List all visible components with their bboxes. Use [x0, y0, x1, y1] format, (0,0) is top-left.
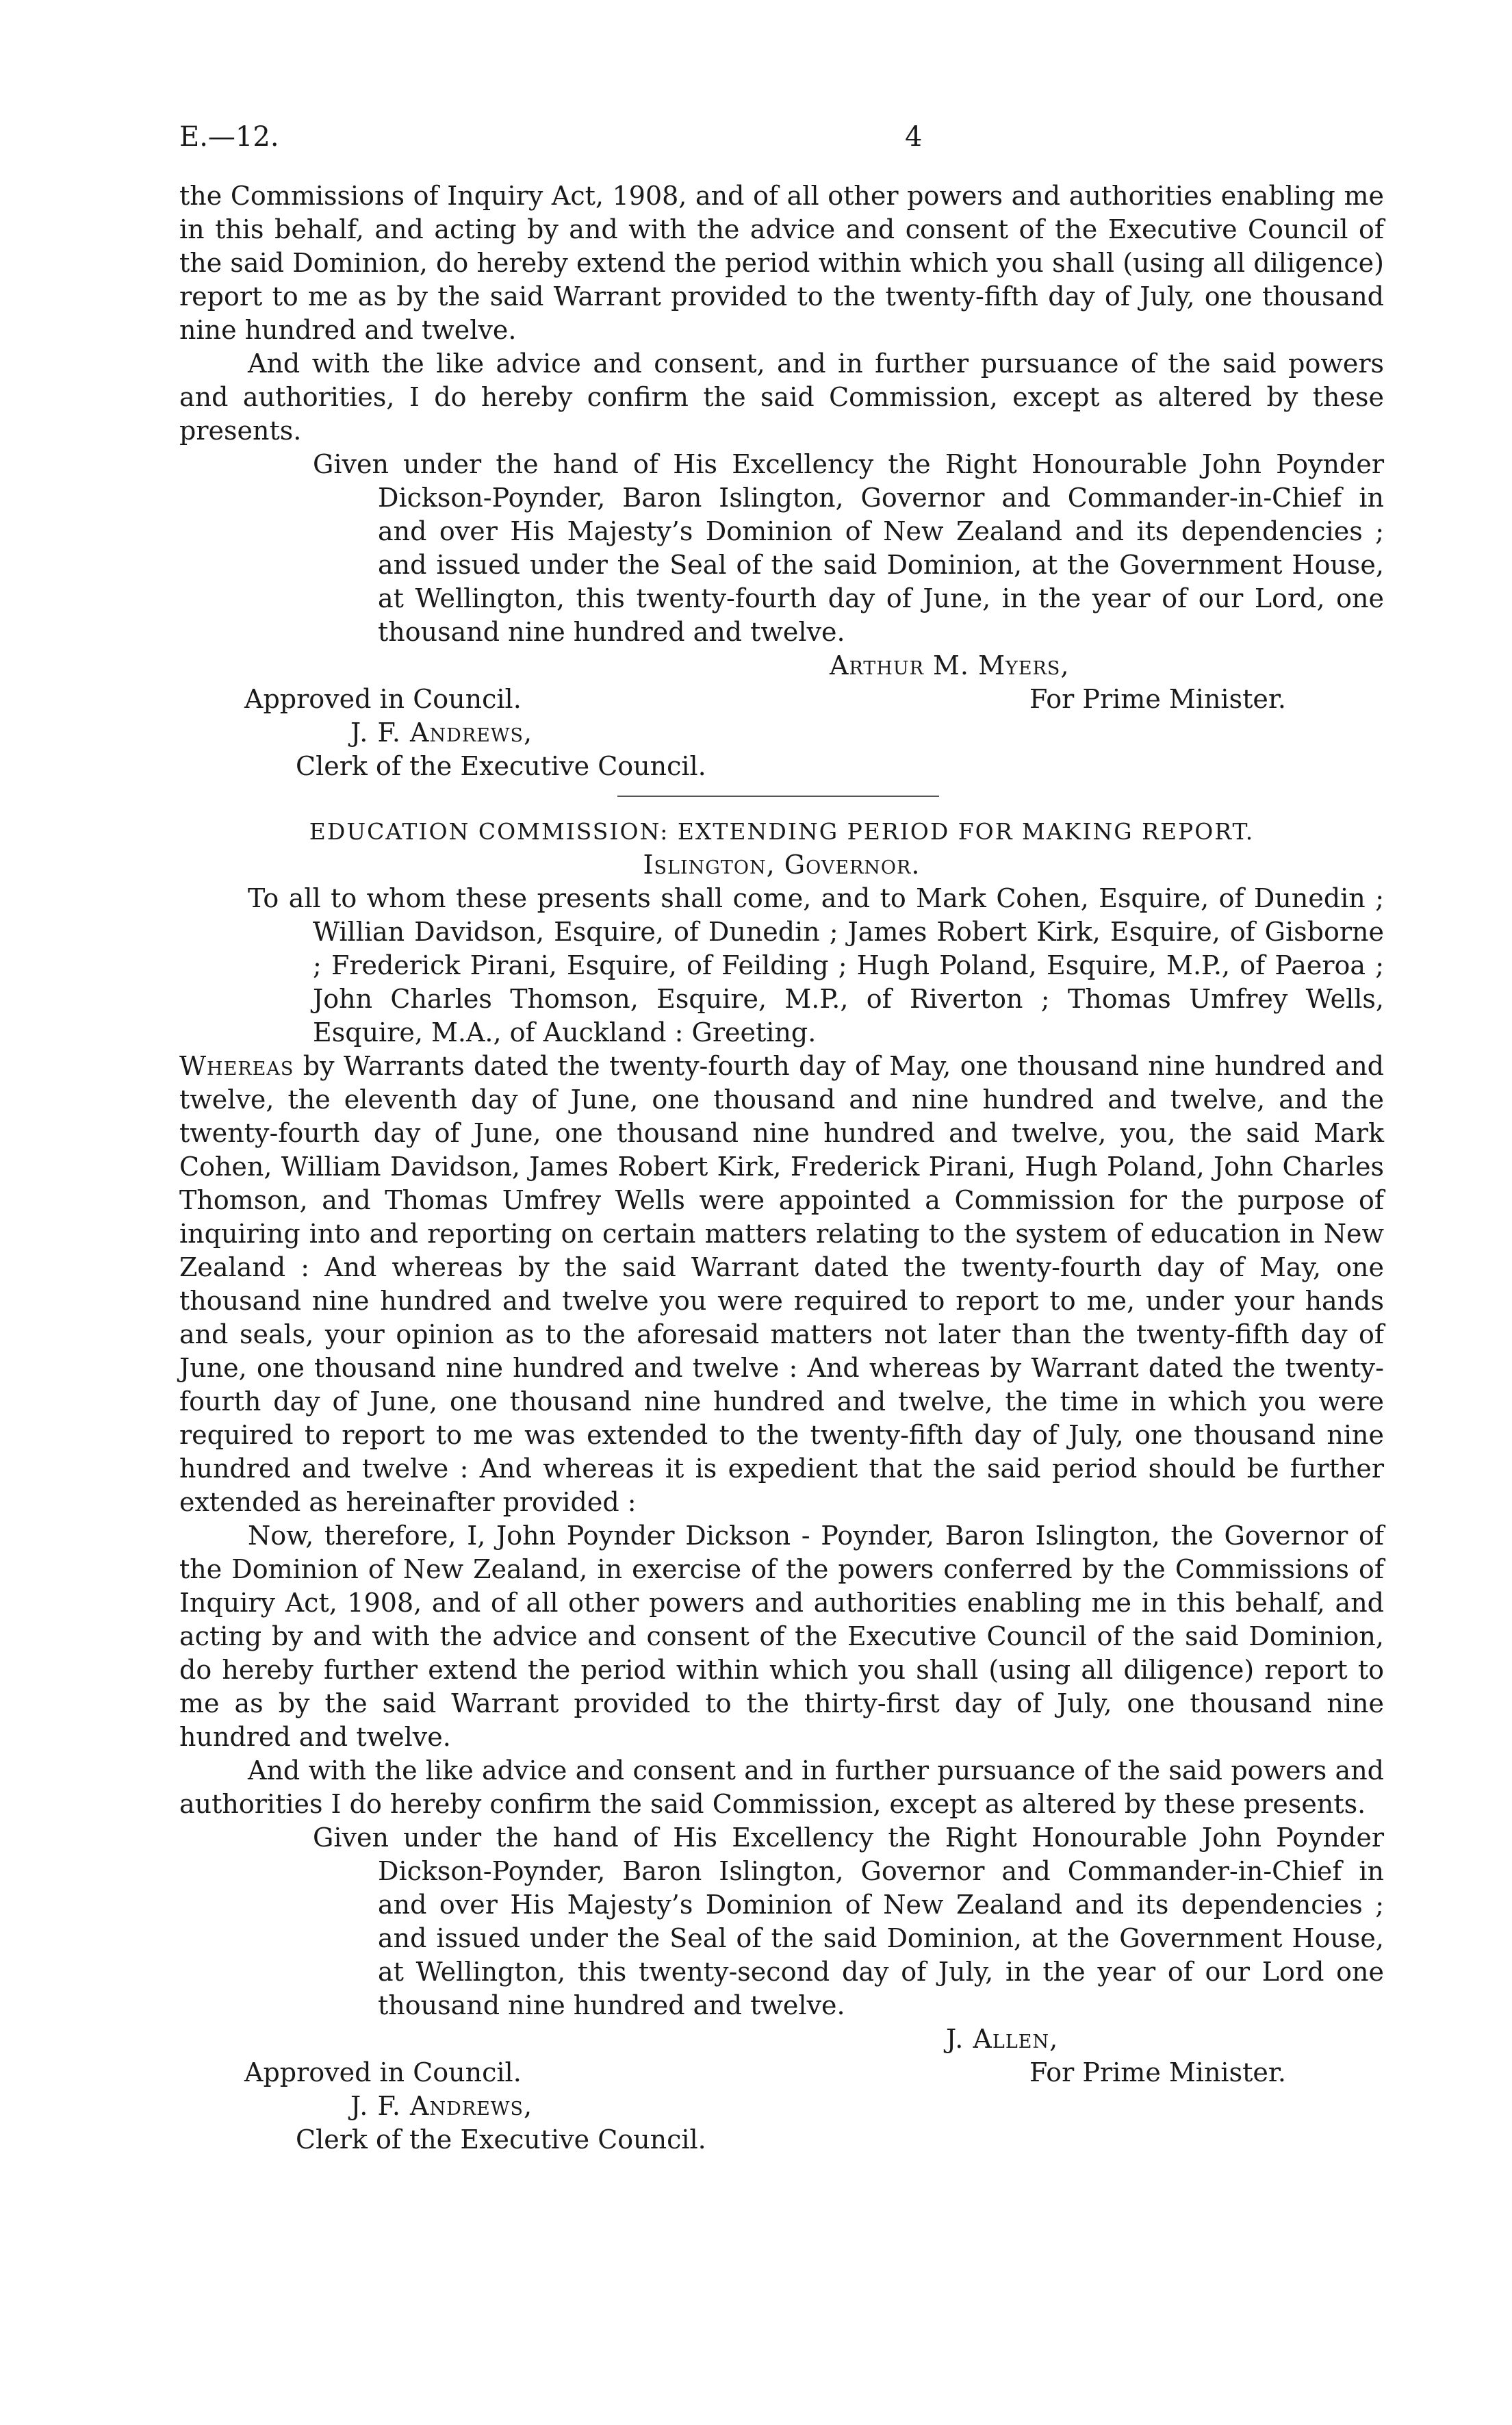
paper-reference: E.—12. [179, 121, 279, 153]
approval-row-2 [179, 2056, 1384, 2090]
given-under-hand-2: Given under the hand of His Excellency the Right Honourable John Poynder Dickson-Poynder, Baron Islington, Governor and Commander-in-Chief in and over His Majesty’s Dominion of New Zealand and its dependencies ; and issued under the Seal of the said Dominion, at the Government House, at Wellington, this twenty-second day of July, in the year of our Lord one thousand nine hundred and twelve. [313, 1823, 1384, 2020]
address-paragraph: To all to whom these presents shall come, and to Mark Cohen, Esquire, of Dunedin ; Willian Davidson, Esquire, of Dunedin ; James Robert Kirk, Esquire, of Gisborne ; Frederick Pirani, Esquire, of Feilding ; Hugh Poland, Esquire, M.P., of Paeroa ; John Charles Thomson, Esquire, M.P., of Riverton ; Thomas Umfrey Wells, Esquire, M.A., of Auckland : Greeting. [248, 883, 1384, 1048]
approved-in-council-1: Approved in Council. [244, 684, 522, 714]
whereas-text: by Warrants dated the twenty-fourth day of May, one thousand nine hundred and twelve, the eleventh day of June, one thousand and nine hundred and twelve, and the twenty-fourth day of June, one thousand nine hundred and twelve, you, the said Mark Cohen, William Davidson, James Robert Kirk, Frederick Pirani, Hugh Poland, John Charles Thomson, and Thomas Umfrey Wells were appointed a Commission for the purpose of inquiring into and reporting on certain matters relating to the system of education in New Zealand : And whereas by the said Warrant dated the twenty-fourth day of May, one thousand nine hundred and twelve you were required to report to me, under your hands and seals, your opinion as to the aforesaid matters not later than the twenty-fifth day of June, one thousand nine hundred and twelve : And whereas by Warrant dated the twenty-fourth day of June, one thousand nine hundred and twelve, the time in which you were required to report to me was extended to the twenty-fifth day of July, one thousand nine hundred and twelve : And whereas it is expedient that the said period should be further extended as hereinafter provided : [179, 1051, 1384, 1517]
section-heading: EDUCATION COMMISSION: EXTENDING PERIOD FOR MAKING REPORT. [309, 818, 1255, 845]
signature-row-2 [179, 2022, 1384, 2056]
given-under-hand-1: Given under the hand of His Excellency the Right Honourable John Poynder Dickson-Poynder, Baron Islington, Governor and Commander-in-Chief in and over His Majesty’s Dominion of New Zealand and its dependencies ; and issued under the Seal of the said Dominion, at the Government House, at Wellington, this twenty-fourth day of June, in the year of our Lord, one thousand nine hundred and twelve. [313, 449, 1384, 647]
signatory-allen: J. Allen, [946, 2024, 1059, 2054]
signature-row-1 [179, 649, 1384, 683]
clerk-name-1: J. F. Andrews, [350, 718, 533, 748]
whereas-paragraph [179, 1050, 1384, 1519]
approved-in-council-2: Approved in Council. [244, 2057, 522, 2087]
governor-line: Islington, Governor. [643, 850, 921, 880]
clerk-title-1: Clerk of the Executive Council. [296, 751, 706, 781]
clerk-name-2: J. F. Andrews, [350, 2091, 533, 2121]
signatory-myers: Arthur M. Myers, [830, 650, 1070, 681]
now-therefore-paragraph: Now, therefore, I, John Poynder Dickson - Poynder, Baron Islington, the Governor of the Dominion of New Zealand, in exercise of the powers conferred by the Commissions of Inquiry Act, 1908, and of all other powers and authorities enabling me in this behalf, and acting by and with the advice and consent of the Executive Council of the said Dominion, do hereby further extend the period within which you shall (using all diligence) report to me as by the said Warrant provided to the thirty-first day of July, one thousand nine hundred and twelve. [179, 1521, 1384, 1752]
confirm-paragraph-1: And with the like advice and consent, and in further pursuance of the said powers and authorities, I do hereby confirm the said Commission, except as altered by these presents. [179, 348, 1384, 446]
for-prime-minister-2: For Prime Minister. [1029, 2057, 1286, 2087]
whereas-word: Whereas [179, 1051, 294, 1081]
clerk-title-2: Clerk of the Executive Council. [296, 2124, 706, 2155]
page-header [179, 116, 1384, 157]
continuation-paragraph: the Commissions of Inquiry Act, 1908, and of all other powers and authorities enabling me in this behalf, and acting by and with the advice and consent of the Executive Council of the said Dominion, do hereby extend the period within which you shall (using all diligence) report to me as by the said Warrant provided to the twenty-fifth day of July, one thousand nine hundred and twelve. [179, 181, 1384, 345]
approval-row-1 [179, 683, 1384, 716]
for-prime-minister-1: For Prime Minister. [1029, 684, 1286, 714]
confirm-paragraph-2: And with the like advice and consent and in further pursuance of the said powers and authorities I do hereby confirm the said Commission, except as altered by these presents. [179, 1755, 1384, 1819]
document-body [179, 179, 1384, 2157]
page-number: 4 [905, 121, 923, 153]
section-divider [179, 783, 1384, 811]
